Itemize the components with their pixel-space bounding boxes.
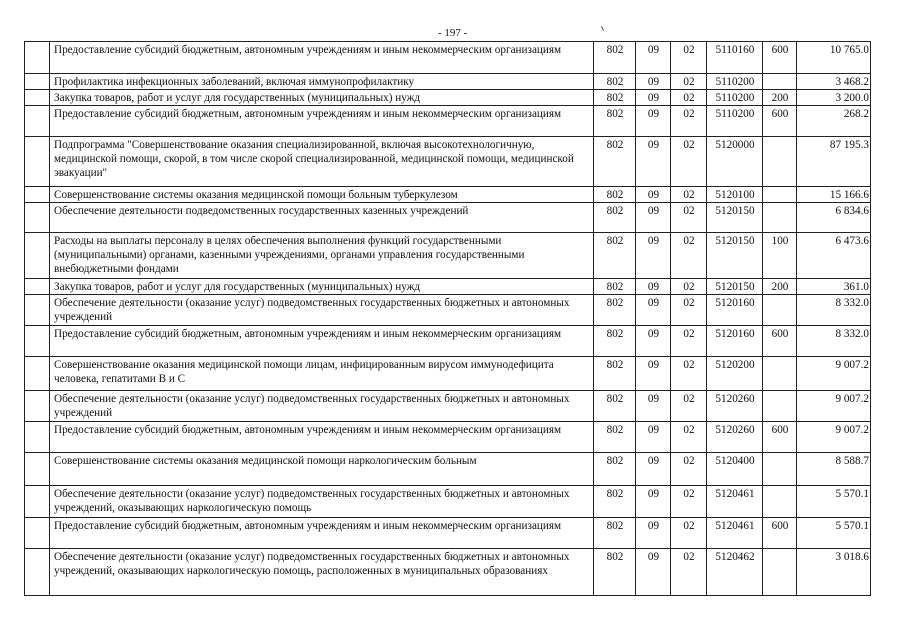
expense-type-code <box>763 74 797 90</box>
subsection-code: 02 <box>671 518 707 549</box>
ministry-code: 802 <box>594 106 636 137</box>
table-row <box>25 357 871 391</box>
expense-name: Предоставление субсидий бюджетным, автономным учреждениям и иным некоммерческим организациям <box>50 518 594 549</box>
expense-type-code <box>763 453 797 486</box>
section-code: 09 <box>636 453 671 486</box>
section-code: 09 <box>636 279 671 295</box>
target-article-code: 5110200 <box>707 74 763 90</box>
table-row <box>25 391 871 422</box>
section-code: 09 <box>636 106 671 137</box>
expense-name: Обеспечение деятельности подведомственных государственных казенных учреждений <box>50 203 594 233</box>
expense-type-code <box>763 137 797 187</box>
subsection-code: 02 <box>671 137 707 187</box>
row-gap-cell <box>25 453 50 486</box>
scan-speck <box>601 26 604 31</box>
expense-name: Совершенствование оказания медицинской помощи лицам, инфицированным вирусом иммунодефицита человека, гепатитами В и С <box>50 357 594 391</box>
table-row <box>25 279 871 295</box>
target-article-code: 5120160 <box>707 326 763 357</box>
row-gap-cell <box>25 391 50 422</box>
target-article-code: 5120260 <box>707 422 763 453</box>
section-code: 09 <box>636 549 671 596</box>
row-gap-cell <box>25 233 50 279</box>
expense-type-code <box>763 549 797 596</box>
expense-name: Обеспечение деятельности (оказание услуг) подведомственных государственных бюджетных и автономных учреждений, оказывающих наркологическую помощь <box>50 486 594 518</box>
expense-type-code <box>763 203 797 233</box>
budget-table <box>24 41 871 596</box>
subsection-code: 02 <box>671 90 707 106</box>
ministry-code: 802 <box>594 326 636 357</box>
amount: 6 834.6 <box>797 203 871 233</box>
page-number: - 197 - <box>438 27 468 39</box>
subsection-code: 02 <box>671 187 707 203</box>
amount: 3 018.6 <box>797 549 871 596</box>
target-article-code: 5120260 <box>707 391 763 422</box>
row-gap-cell <box>25 295 50 326</box>
amount: 3 468.2 <box>797 74 871 90</box>
section-code: 09 <box>636 422 671 453</box>
expense-name: Совершенствование системы оказания медицинской помощи наркологическим больным <box>50 453 594 486</box>
budget-table-body <box>25 42 871 596</box>
table-row <box>25 74 871 90</box>
ministry-code: 802 <box>594 486 636 518</box>
expense-name: Предоставление субсидий бюджетным, автономным учреждениям и иным некоммерческим организациям <box>50 106 594 137</box>
section-code: 09 <box>636 137 671 187</box>
subsection-code: 02 <box>671 326 707 357</box>
expense-type-code <box>763 187 797 203</box>
expense-name: Профилактика инфекционных заболеваний, включая иммунопрофилактику <box>50 74 594 90</box>
table-row <box>25 42 871 74</box>
row-gap-cell <box>25 518 50 549</box>
row-gap-cell <box>25 42 50 74</box>
section-code: 09 <box>636 357 671 391</box>
expense-name: Обеспечение деятельности (оказание услуг) подведомственных государственных бюджетных и автономных учреждений <box>50 295 594 326</box>
amount: 15 166.6 <box>797 187 871 203</box>
ministry-code: 802 <box>594 42 636 74</box>
ministry-code: 802 <box>594 295 636 326</box>
subsection-code: 02 <box>671 422 707 453</box>
table-row <box>25 486 871 518</box>
subsection-code: 02 <box>671 233 707 279</box>
expense-type-code: 200 <box>763 279 797 295</box>
row-gap-cell <box>25 326 50 357</box>
table-row <box>25 326 871 357</box>
row-gap-cell <box>25 106 50 137</box>
amount: 8 332.0 <box>797 295 871 326</box>
target-article-code: 5110200 <box>707 106 763 137</box>
amount: 3 200.0 <box>797 90 871 106</box>
table-row <box>25 187 871 203</box>
expense-type-code: 600 <box>763 106 797 137</box>
table-row <box>25 295 871 326</box>
row-gap-cell <box>25 90 50 106</box>
target-article-code: 5120100 <box>707 187 763 203</box>
subsection-code: 02 <box>671 203 707 233</box>
subsection-code: 02 <box>671 391 707 422</box>
expense-type-code: 600 <box>763 326 797 357</box>
expense-name: Расходы на выплаты персоналу в целях обеспечения выполнения функций государственными (муниципальными) органами, казенными учреждениями, органами управления государственными внебюджетными фондами <box>50 233 594 279</box>
row-gap-cell <box>25 74 50 90</box>
target-article-code: 5120150 <box>707 203 763 233</box>
table-row <box>25 137 871 187</box>
amount: 361.0 <box>797 279 871 295</box>
row-gap-cell <box>25 422 50 453</box>
target-article-code: 5120461 <box>707 486 763 518</box>
subsection-code: 02 <box>671 357 707 391</box>
amount: 87 195.3 <box>797 137 871 187</box>
subsection-code: 02 <box>671 279 707 295</box>
section-code: 09 <box>636 187 671 203</box>
amount: 9 007.2 <box>797 357 871 391</box>
ministry-code: 802 <box>594 203 636 233</box>
amount: 5 570.1 <box>797 518 871 549</box>
row-gap-cell <box>25 187 50 203</box>
table-row <box>25 233 871 279</box>
subsection-code: 02 <box>671 106 707 137</box>
ministry-code: 802 <box>594 391 636 422</box>
amount: 5 570.1 <box>797 486 871 518</box>
expense-name: Предоставление субсидий бюджетным, автономным учреждениям и иным некоммерческим организациям <box>50 326 594 357</box>
subsection-code: 02 <box>671 486 707 518</box>
expense-name: Обеспечение деятельности (оказание услуг) подведомственных государственных бюджетных и автономных учреждений <box>50 391 594 422</box>
target-article-code: 5110200 <box>707 90 763 106</box>
ministry-code: 802 <box>594 279 636 295</box>
amount: 9 007.2 <box>797 422 871 453</box>
subsection-code: 02 <box>671 453 707 486</box>
section-code: 09 <box>636 233 671 279</box>
expense-name: Предоставление субсидий бюджетным, автономным учреждениям и иным некоммерческим организациям <box>50 42 594 74</box>
table-row <box>25 90 871 106</box>
target-article-code: 5110160 <box>707 42 763 74</box>
row-gap-cell <box>25 279 50 295</box>
section-code: 09 <box>636 518 671 549</box>
section-code: 09 <box>636 326 671 357</box>
expense-name: Закупка товаров, работ и услуг для государственных (муниципальных) нужд <box>50 90 594 106</box>
row-gap-cell <box>25 357 50 391</box>
amount: 9 007.2 <box>797 391 871 422</box>
ministry-code: 802 <box>594 74 636 90</box>
target-article-code: 5120462 <box>707 549 763 596</box>
ministry-code: 802 <box>594 90 636 106</box>
target-article-code: 5120400 <box>707 453 763 486</box>
table-row <box>25 453 871 486</box>
subsection-code: 02 <box>671 42 707 74</box>
ministry-code: 802 <box>594 357 636 391</box>
row-gap-cell <box>25 549 50 596</box>
section-code: 09 <box>636 42 671 74</box>
amount: 8 332.0 <box>797 326 871 357</box>
ministry-code: 802 <box>594 549 636 596</box>
ministry-code: 802 <box>594 137 636 187</box>
expense-name: Подпрограмма "Совершенствование оказания специализированной, включая высокотехнологичную, медицинской помощи, скорой, в том числе скорой специализированной, медицинской помощи, медицинской эвакуации" <box>50 137 594 187</box>
expense-type-code <box>763 357 797 391</box>
ministry-code: 802 <box>594 233 636 279</box>
ministry-code: 802 <box>594 187 636 203</box>
expense-name: Закупка товаров, работ и услуг для государственных (муниципальных) нужд <box>50 279 594 295</box>
row-gap-cell <box>25 486 50 518</box>
table-row <box>25 203 871 233</box>
target-article-code: 5120150 <box>707 279 763 295</box>
expense-type-code: 200 <box>763 90 797 106</box>
expense-type-code: 600 <box>763 518 797 549</box>
section-code: 09 <box>636 74 671 90</box>
subsection-code: 02 <box>671 549 707 596</box>
table-row <box>25 518 871 549</box>
expense-type-code: 600 <box>763 42 797 74</box>
ministry-code: 802 <box>594 453 636 486</box>
expense-name: Обеспечение деятельности (оказание услуг) подведомственных государственных бюджетных и автономных учреждений, оказывающих наркологическую помощь, расположенных в муниципальных образованиях <box>50 549 594 596</box>
table-row <box>25 422 871 453</box>
expense-type-code <box>763 295 797 326</box>
expense-type-code: 100 <box>763 233 797 279</box>
ministry-code: 802 <box>594 422 636 453</box>
section-code: 09 <box>636 203 671 233</box>
amount: 10 765.0 <box>797 42 871 74</box>
expense-type-code <box>763 391 797 422</box>
amount: 6 473.6 <box>797 233 871 279</box>
section-code: 09 <box>636 295 671 326</box>
section-code: 09 <box>636 391 671 422</box>
row-gap-cell <box>25 137 50 187</box>
target-article-code: 5120150 <box>707 233 763 279</box>
target-article-code: 5120200 <box>707 357 763 391</box>
subsection-code: 02 <box>671 295 707 326</box>
expense-type-code <box>763 486 797 518</box>
section-code: 09 <box>636 486 671 518</box>
ministry-code: 802 <box>594 518 636 549</box>
section-code: 09 <box>636 90 671 106</box>
amount: 268.2 <box>797 106 871 137</box>
table-row <box>25 106 871 137</box>
table-row <box>25 549 871 596</box>
subsection-code: 02 <box>671 74 707 90</box>
target-article-code: 5120461 <box>707 518 763 549</box>
expense-type-code: 600 <box>763 422 797 453</box>
expense-name: Совершенствование системы оказания медицинской помощи больным туберкулезом <box>50 187 594 203</box>
amount: 8 588.7 <box>797 453 871 486</box>
row-gap-cell <box>25 203 50 233</box>
target-article-code: 5120160 <box>707 295 763 326</box>
expense-name: Предоставление субсидий бюджетным, автономным учреждениям и иным некоммерческим организациям <box>50 422 594 453</box>
target-article-code: 5120000 <box>707 137 763 187</box>
